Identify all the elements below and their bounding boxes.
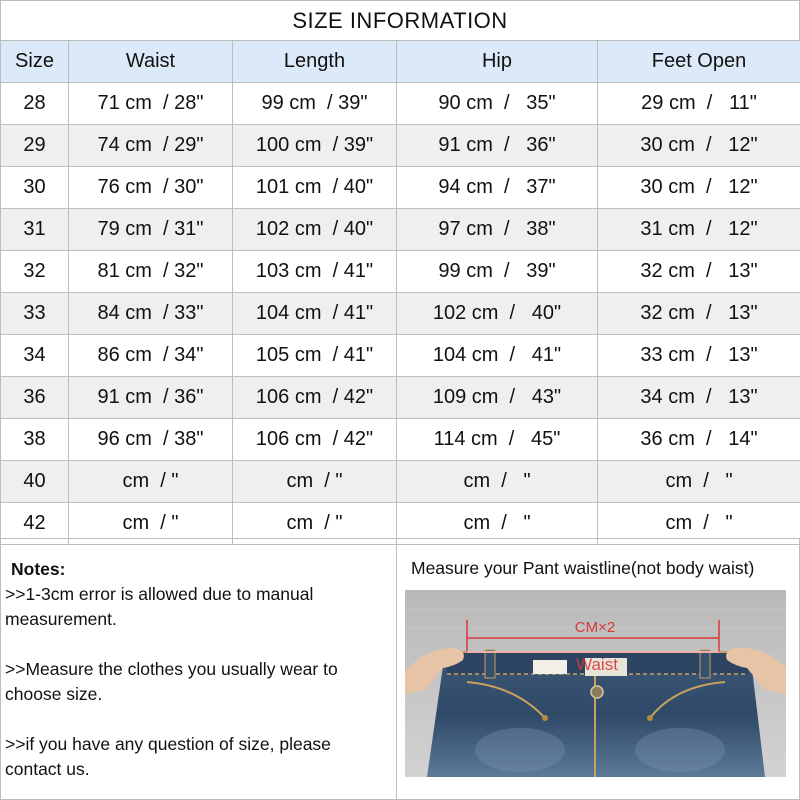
note-item: >>Measure the clothes you usually wear to choose size. xyxy=(5,659,338,704)
cell-size: 38 xyxy=(1,419,69,461)
cell-hip: 91 cm / 36" xyxy=(397,125,598,167)
notes-panel xyxy=(0,538,397,800)
cell-length: 104 cm / 41" xyxy=(233,293,397,335)
cell-feet-open: 31 cm / 12" xyxy=(598,209,800,251)
cell-hip: 102 cm / 40" xyxy=(397,293,598,335)
column-header-size: Size xyxy=(1,41,69,83)
notes-heading: Notes: xyxy=(11,559,66,579)
cell-size: 30 xyxy=(1,167,69,209)
cell-waist: 91 cm / 36" xyxy=(69,377,233,419)
jeans-waist-illustration xyxy=(405,590,786,777)
cell-length: 105 cm / 41" xyxy=(233,335,397,377)
cell-length: 99 cm / 39" xyxy=(233,83,397,125)
cell-size: 42 xyxy=(1,503,69,545)
cell-feet-open: 29 cm / 11" xyxy=(598,83,800,125)
cell-hip: 109 cm / 43" xyxy=(397,377,598,419)
cell-feet-open: 32 cm / 13" xyxy=(598,293,800,335)
cell-size: 32 xyxy=(1,251,69,293)
table-row xyxy=(1,251,800,293)
cell-size: 28 xyxy=(1,83,69,125)
cell-size: 31 xyxy=(1,209,69,251)
cell-feet-open: cm / " xyxy=(598,461,800,503)
table-row xyxy=(1,419,800,461)
cell-feet-open: 30 cm / 12" xyxy=(598,167,800,209)
size-table xyxy=(0,40,800,545)
cell-waist: 84 cm / 33" xyxy=(69,293,233,335)
cell-feet-open: 34 cm / 13" xyxy=(598,377,800,419)
table-row xyxy=(1,293,800,335)
cell-waist: 74 cm / 29" xyxy=(69,125,233,167)
cell-length: 101 cm / 40" xyxy=(233,167,397,209)
cell-length: cm / " xyxy=(233,461,397,503)
waist-label: Waist xyxy=(576,655,618,674)
cell-length: 106 cm / 42" xyxy=(233,377,397,419)
cell-waist: 86 cm / 34" xyxy=(69,335,233,377)
column-header-hip: Hip xyxy=(397,41,598,83)
table-row xyxy=(1,125,800,167)
bottom-section xyxy=(0,538,800,800)
table-row xyxy=(1,377,800,419)
cell-hip: cm / " xyxy=(397,503,598,545)
note-item: >>1-3cm error is allowed due to manual measurement. xyxy=(5,584,314,629)
cell-waist: 76 cm / 30" xyxy=(69,167,233,209)
page-title: SIZE INFORMATION xyxy=(0,0,800,40)
cell-waist: 81 cm / 32" xyxy=(69,251,233,293)
cell-length: 102 cm / 40" xyxy=(233,209,397,251)
cell-waist: 71 cm / 28" xyxy=(69,83,233,125)
cell-hip: 99 cm / 39" xyxy=(397,251,598,293)
table-row xyxy=(1,461,800,503)
measure-panel xyxy=(397,538,800,800)
column-header-length: Length xyxy=(233,41,397,83)
cell-waist: 96 cm / 38" xyxy=(69,419,233,461)
cell-hip: 114 cm / 45" xyxy=(397,419,598,461)
cell-hip: 97 cm / 38" xyxy=(397,209,598,251)
cell-length: cm / " xyxy=(233,503,397,545)
table-row xyxy=(1,209,800,251)
cell-length: 106 cm / 42" xyxy=(233,419,397,461)
measure-caption: Measure your Pant waistline(not body waist) xyxy=(411,558,755,578)
column-header-feet-open: Feet Open xyxy=(598,41,800,83)
cell-feet-open: 36 cm / 14" xyxy=(598,419,800,461)
cell-waist: 79 cm / 31" xyxy=(69,209,233,251)
cell-hip: cm / " xyxy=(397,461,598,503)
cell-waist: cm / " xyxy=(69,503,233,545)
cell-feet-open: cm / " xyxy=(598,503,800,545)
dimension-label: CM×2 xyxy=(574,619,616,636)
table-row xyxy=(1,167,800,209)
table-header-row xyxy=(1,41,800,83)
cell-feet-open: 30 cm / 12" xyxy=(598,125,800,167)
note-item: >>if you have any question of size, please contact us. xyxy=(5,734,331,779)
cell-feet-open: 32 cm / 13" xyxy=(598,251,800,293)
cell-hip: 104 cm / 41" xyxy=(397,335,598,377)
cell-length: 103 cm / 41" xyxy=(233,251,397,293)
cell-length: 100 cm / 39" xyxy=(233,125,397,167)
table-row xyxy=(1,83,800,125)
column-header-waist: Waist xyxy=(69,41,233,83)
cell-hip: 94 cm / 37" xyxy=(397,167,598,209)
table-row xyxy=(1,335,800,377)
cell-size: 34 xyxy=(1,335,69,377)
cell-hip: 90 cm / 35" xyxy=(397,83,598,125)
cell-feet-open: 33 cm / 13" xyxy=(598,335,800,377)
cell-waist: cm / " xyxy=(69,461,233,503)
cell-size: 33 xyxy=(1,293,69,335)
cell-size: 29 xyxy=(1,125,69,167)
cell-size: 40 xyxy=(1,461,69,503)
cell-size: 36 xyxy=(1,377,69,419)
